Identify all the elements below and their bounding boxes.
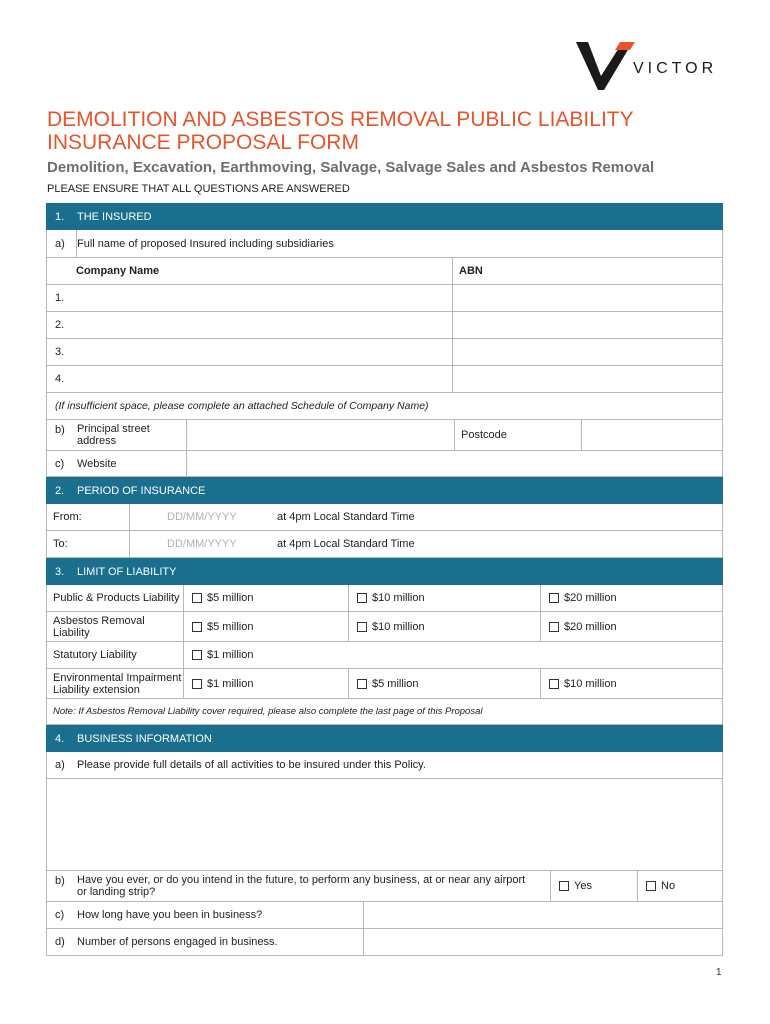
activities-textarea[interactable]	[47, 779, 722, 870]
schedule-note	[46, 393, 723, 420]
checkbox[interactable]	[549, 622, 559, 632]
time-note: at 4pm Local Standard Time	[277, 511, 415, 523]
street-address-field[interactable]	[187, 420, 455, 450]
page-title: DEMOLITION AND ASBESTOS REMOVAL PUBLIC LIABILITY INSURANCE PROPOSAL FORM	[47, 108, 634, 154]
abn-column: ABN	[459, 265, 483, 277]
limit-option[interactable]	[184, 612, 349, 641]
instructions-note: PLEASE ENSURE THAT ALL QUESTIONS ARE ANSWERED	[47, 183, 350, 195]
question-text: Please provide full details of all activities to be insured under this Policy.	[77, 759, 426, 771]
checkbox[interactable]	[357, 593, 367, 603]
persons-engaged-field[interactable]	[364, 929, 722, 955]
date-placeholder: DD/MM/YYYY	[167, 511, 237, 523]
abn-field[interactable]	[453, 339, 722, 365]
section-number: 3.	[55, 565, 65, 578]
abn-field[interactable]	[453, 366, 722, 392]
limit-option[interactable]	[541, 585, 722, 611]
no-option[interactable]	[638, 871, 722, 901]
question-1c	[46, 451, 723, 477]
date-placeholder: DD/MM/YYYY	[167, 538, 237, 550]
postcode-field[interactable]	[582, 420, 722, 450]
limit-row-public-products	[46, 585, 723, 612]
company-name-field[interactable]: 1.	[47, 285, 453, 311]
section-number: 2.	[55, 484, 65, 497]
question-4c	[46, 902, 723, 929]
option-label: $5 million	[372, 677, 419, 690]
section-4-header	[46, 725, 723, 752]
option-label: $1 million	[207, 649, 254, 661]
question-letter: b)	[55, 424, 65, 436]
company-row[interactable]	[46, 312, 723, 339]
question-letter: a)	[47, 230, 77, 257]
checkbox[interactable]	[192, 622, 202, 632]
limit-option[interactable]	[184, 585, 349, 611]
section-2-header	[46, 477, 723, 504]
to-date-field[interactable]	[130, 531, 722, 557]
limit-row-environmental	[46, 669, 723, 699]
abn-field[interactable]	[453, 312, 722, 338]
option-label: $5 million	[207, 620, 254, 633]
checkbox[interactable]	[549, 593, 559, 603]
section-number: 1.	[55, 210, 65, 223]
abn-field[interactable]	[453, 285, 722, 311]
question-4a	[46, 752, 723, 779]
asbestos-note-text: Note: If Asbestos Removal Liability cover required, please also complete the last page of this Proposal	[53, 706, 483, 717]
option-label: $20 million	[564, 620, 617, 633]
company-name-field[interactable]: 2.	[47, 312, 453, 338]
checkbox[interactable]	[357, 679, 367, 689]
section-number: 4.	[55, 732, 65, 745]
option-label: $10 million	[372, 620, 425, 633]
section-title: LIMIT OF LIABILITY	[77, 565, 177, 578]
checkbox[interactable]	[559, 881, 569, 891]
question-1a	[46, 230, 723, 258]
question-letter: d)	[55, 936, 65, 948]
from-date-field[interactable]	[130, 504, 722, 530]
limit-option[interactable]	[184, 642, 722, 668]
period-from-row	[46, 504, 723, 531]
company-row[interactable]	[46, 339, 723, 366]
time-note: at 4pm Local Standard Time	[277, 538, 415, 550]
limit-option[interactable]	[349, 585, 541, 611]
question-text: Number of persons engaged in business.	[77, 929, 364, 955]
question-1b	[46, 420, 723, 451]
limit-label: Environmental Impairment Liability extension	[47, 669, 184, 698]
limit-option[interactable]	[184, 669, 349, 698]
schedule-note-text: (If insufficient space, please complete an attached Schedule of Company Name)	[55, 400, 429, 412]
section-title: PERIOD OF INSURANCE	[77, 484, 206, 497]
activities-details-field[interactable]	[46, 779, 723, 871]
limit-option[interactable]	[541, 612, 722, 641]
option-label: $1 million	[207, 677, 254, 690]
years-in-business-field[interactable]	[364, 902, 722, 928]
checkbox[interactable]	[192, 593, 202, 603]
postcode-label: Postcode	[455, 420, 582, 450]
question-letter: a)	[55, 759, 65, 771]
to-label: To:	[47, 531, 130, 557]
limit-label: Public & Products Liability	[47, 585, 184, 611]
limit-row-statutory	[46, 642, 723, 669]
yes-option[interactable]	[551, 871, 638, 901]
question-letter: c)	[55, 909, 65, 921]
question-letter: b)	[55, 875, 65, 887]
brand-name: VICTOR	[633, 60, 718, 77]
section-title: BUSINESS INFORMATION	[77, 732, 212, 745]
limit-label: Asbestos Removal Liability	[47, 612, 184, 641]
proposal-form	[46, 203, 723, 956]
period-to-row	[46, 531, 723, 558]
question-letter: c)	[55, 457, 65, 470]
checkbox[interactable]	[646, 881, 656, 891]
option-label: Yes	[574, 880, 592, 892]
company-name-column: Company Name	[47, 258, 453, 284]
page-number: 1	[716, 967, 722, 978]
page-subtitle: Demolition, Excavation, Earthmoving, Salvage, Salvage Sales and Asbestos Removal	[47, 159, 655, 176]
option-label: $5 million	[207, 592, 254, 604]
section-1-header	[46, 203, 723, 230]
checkbox[interactable]	[192, 650, 202, 660]
option-label: $10 million	[372, 592, 425, 604]
company-row[interactable]	[46, 366, 723, 393]
question-text: Principal street address	[77, 420, 187, 450]
website-field[interactable]	[187, 451, 722, 476]
limit-row-asbestos	[46, 612, 723, 642]
question-4d	[46, 929, 723, 956]
question-text: Full name of proposed Insured including subsidiaries	[77, 237, 334, 250]
limit-option[interactable]	[349, 612, 541, 641]
asbestos-note	[46, 699, 723, 725]
company-name-field[interactable]: 3.	[47, 339, 453, 365]
checkbox[interactable]	[549, 679, 559, 689]
company-name-field[interactable]: 4.	[47, 366, 453, 392]
checkbox[interactable]	[192, 679, 202, 689]
limit-label: Statutory Liability	[47, 642, 184, 668]
question-text: How long have you been in business?	[77, 902, 364, 928]
option-label: $10 million	[564, 677, 617, 690]
question-text: Have you ever, or do you intend in the future, to perform any business, at or near any airport or landing strip?	[77, 871, 551, 901]
from-label: From:	[47, 504, 130, 530]
limit-option[interactable]	[541, 669, 722, 698]
option-label: No	[661, 880, 676, 892]
option-label: $20 million	[564, 592, 617, 604]
company-table-header	[46, 258, 723, 285]
company-row[interactable]	[46, 285, 723, 312]
question-4b	[46, 871, 723, 902]
section-3-header	[46, 558, 723, 585]
question-text: Website	[77, 451, 187, 476]
section-title: THE INSURED	[77, 210, 152, 223]
checkbox[interactable]	[357, 622, 367, 632]
limit-option[interactable]	[349, 669, 541, 698]
